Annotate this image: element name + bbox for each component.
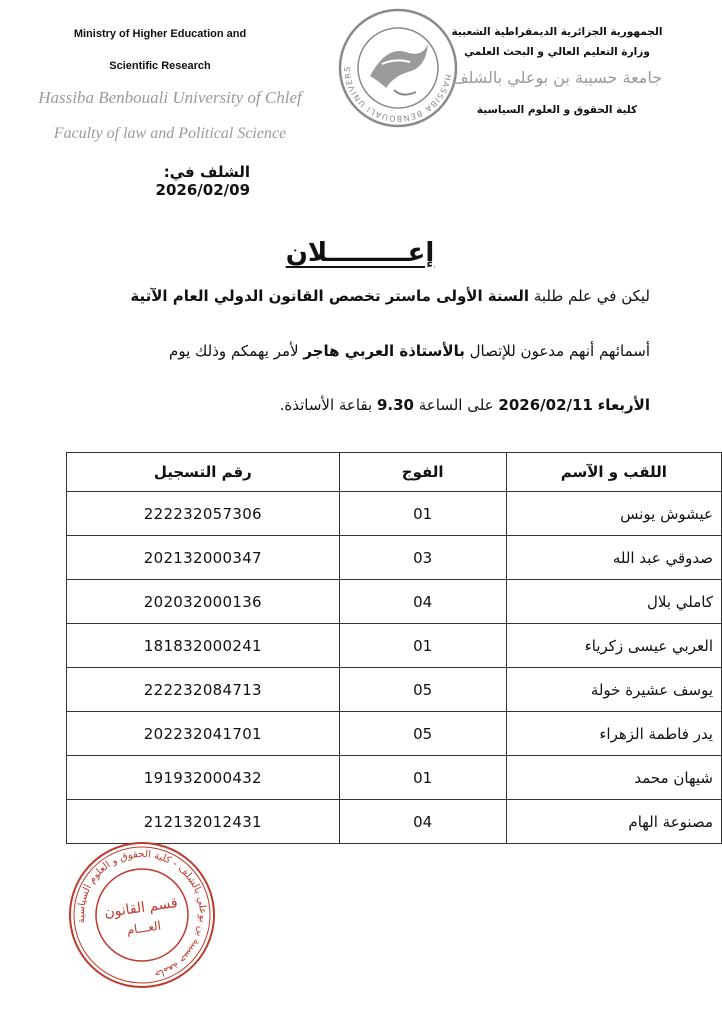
table-row: [67, 712, 722, 756]
header-group: الفوج: [339, 453, 506, 492]
table-row: [67, 536, 722, 580]
cell-group: 01: [339, 492, 506, 536]
line3-suffix: بقاعة الأساتذة.: [279, 396, 377, 414]
header-name: اللقب و الآسم: [506, 453, 721, 492]
line3-mid: على الساعة: [414, 396, 499, 414]
announcement-line-1: [50, 286, 650, 306]
table-row: [67, 800, 722, 844]
cell-registration: 222232084713: [67, 668, 340, 712]
department-stamp: [56, 840, 228, 990]
faculty-en: Faculty of law and Political Science: [53, 125, 287, 142]
cell-group: 04: [339, 800, 506, 844]
university-en: Hassiba Benbouali University of Chlef: [38, 88, 302, 107]
cell-name: العربي عيسى زكرياء: [506, 624, 721, 668]
ministry-en-line2: Scientific Research: [109, 60, 211, 72]
students-table: [66, 452, 722, 844]
announcement-line-2: [50, 341, 650, 361]
line2-suffix: لأمر يهمكم وذلك يوم: [169, 342, 304, 360]
cell-group: 04: [339, 580, 506, 624]
date-label: الشلف في:: [163, 163, 250, 181]
cell-name: كاملي بلال: [506, 580, 721, 624]
cell-group: 05: [339, 712, 506, 756]
cell-name: يدر فاطمة الزهراء: [506, 712, 721, 756]
logo-ring-text: HASSIBA BENBOUALI UNIVERS: [342, 65, 453, 124]
date-value: 2026/02/09: [155, 181, 250, 199]
table-row: [67, 580, 722, 624]
ministry-ar: وزارة التعليم العالي و البحث العلمي: [464, 46, 650, 58]
line3-time: 9.30: [376, 396, 414, 414]
announcement-title: إعـــــــــلان: [285, 238, 435, 268]
ministry-en-line1: Ministry of Higher Education and: [73, 28, 247, 40]
line1-bold: السنة الأولى ماستر تخصص القانون الدولي العام الآتية: [130, 287, 530, 305]
table-row: [67, 756, 722, 800]
cell-group: 05: [339, 668, 506, 712]
cell-group: 03: [339, 536, 506, 580]
line1-prefix: ليكن في علم طلبة: [529, 287, 650, 305]
table-row: [67, 492, 722, 536]
date-line: [80, 163, 250, 199]
line3-date: 2026/02/11: [498, 396, 593, 414]
cell-group: 01: [339, 756, 506, 800]
line2-bold: بالأستاذة العربي هاجر: [303, 342, 465, 360]
announcement-line-3: [50, 395, 650, 415]
cell-registration: 202232041701: [67, 712, 340, 756]
cell-name: شيهان محمد: [506, 756, 721, 800]
cell-registration: 181832000241: [67, 624, 340, 668]
republic-ar: الجمهورية الجزائرية الديمقراطية الشعبية: [451, 26, 663, 38]
table-row: [67, 668, 722, 712]
cell-group: 01: [339, 624, 506, 668]
cell-registration: 222232057306: [67, 492, 340, 536]
cell-name: يوسف عشيرة خولة: [506, 668, 721, 712]
cell-registration: 202132000347: [67, 536, 340, 580]
table-row: [67, 624, 722, 668]
header-registration: رقم التسجيل: [67, 453, 340, 492]
line3-day: الأربعاء: [597, 396, 650, 414]
faculty-ar: كلية الحقوق و العلوم السياسية: [476, 104, 638, 116]
cell-name: مصنوعة الهام: [506, 800, 721, 844]
stamp-seal: [56, 840, 228, 990]
cell-registration: 191932000432: [67, 756, 340, 800]
stamp-ring-text: جامعة حسيبة بن بوعلي بالشلف - كلية الحقوق و العلوم السياسية: [75, 848, 209, 980]
line2-prefix: أسمائهم أنهم مدعون للإتصال: [464, 342, 650, 360]
university-ar: جامعة حسيبة بن بوعلي بالشلف: [451, 68, 663, 87]
cell-registration: 212132012431: [67, 800, 340, 844]
cell-registration: 202032000136: [67, 580, 340, 624]
cell-name: صدوقي عبد الله: [506, 536, 721, 580]
stamp-line-1: قسم القانون: [103, 895, 179, 922]
table-header-row: [67, 453, 722, 492]
cell-name: عيشوش يونس: [506, 492, 721, 536]
stamp-line-2: العـــام: [125, 918, 162, 938]
